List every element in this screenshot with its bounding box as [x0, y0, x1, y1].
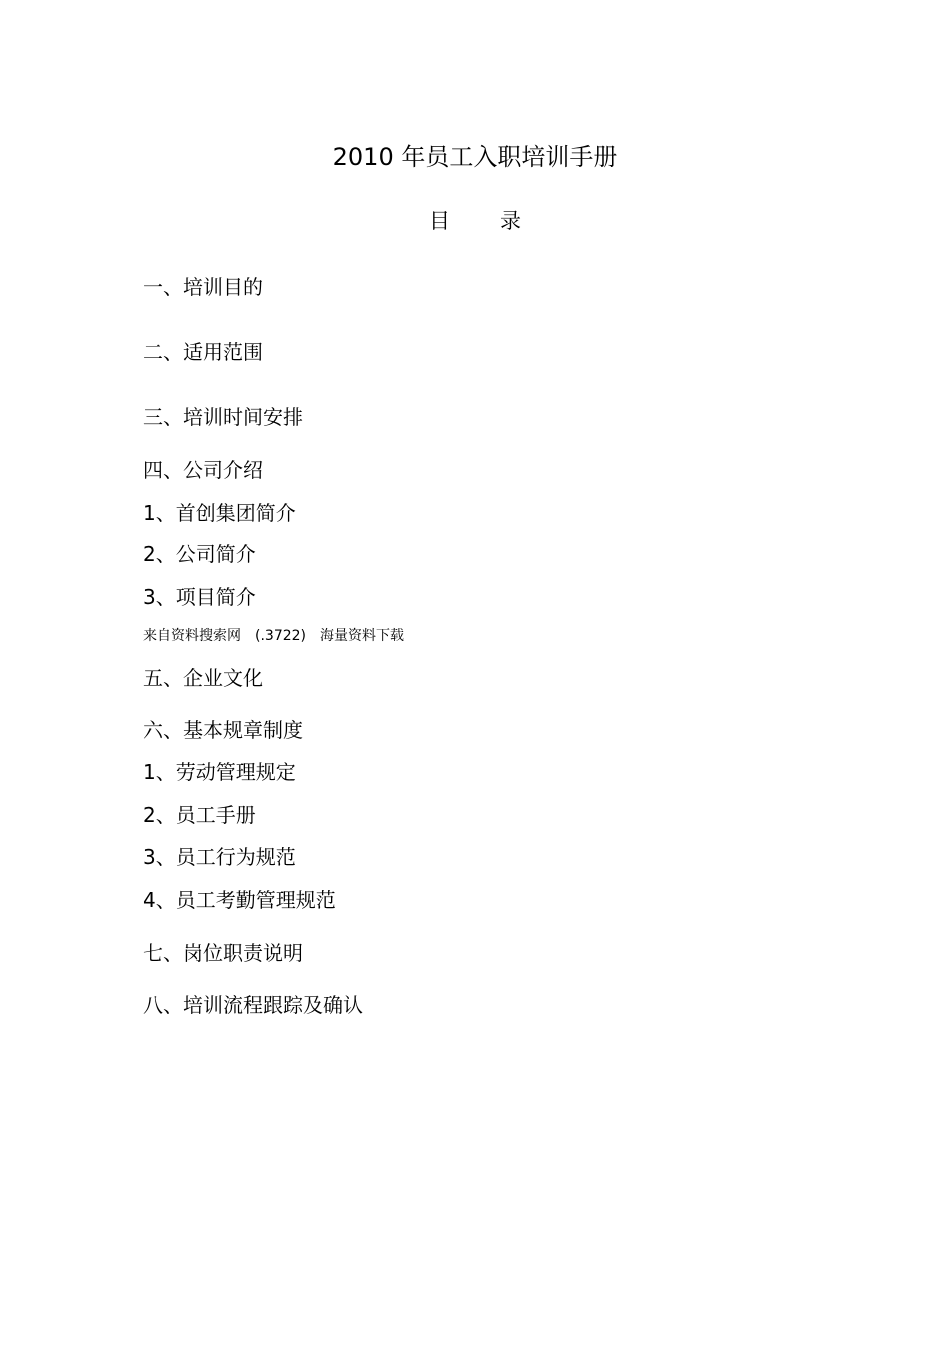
source-note-tagline: 海量资料下载: [320, 628, 405, 644]
document-title: 2010 年员工入职培训手册: [332, 143, 618, 171]
toc-entry-training-purpose: 一、培训目的: [143, 275, 263, 299]
toc-entry-company-brief: 2、公司简介: [143, 542, 256, 566]
toc-entry-attendance: 4、员工考勤管理规范: [143, 888, 336, 912]
source-note-site: 来自资料搜索网: [143, 628, 241, 644]
toc-entry-conduct: 3、员工行为规范: [143, 845, 296, 869]
toc-entry-schedule: 三、培训时间安排: [143, 405, 303, 429]
source-note-code: (.3722): [255, 628, 307, 644]
toc-entry-group-intro: 1、首创集团简介: [143, 501, 296, 525]
toc-entry-scope: 二、适用范围: [143, 340, 263, 364]
toc-entry-handbook: 2、员工手册: [143, 803, 256, 827]
source-note: [143, 626, 404, 646]
toc-entry-company-intro: 四、公司介绍: [143, 458, 263, 482]
toc-entry-process-tracking: 八、培训流程跟踪及确认: [143, 993, 363, 1017]
toc-heading-right: 录: [500, 209, 521, 233]
toc-entry-labor-rules: 1、劳动管理规定: [143, 760, 296, 784]
toc-entry-regulations: 六、基本规章制度: [143, 718, 303, 742]
toc-entry-culture: 五、企业文化: [143, 666, 263, 690]
toc-heading-left: 目: [429, 209, 450, 233]
toc-entry-job-duties: 七、岗位职责说明: [143, 941, 303, 965]
toc-entry-project-brief: 3、项目简介: [143, 585, 256, 609]
toc-heading: [0, 206, 950, 236]
